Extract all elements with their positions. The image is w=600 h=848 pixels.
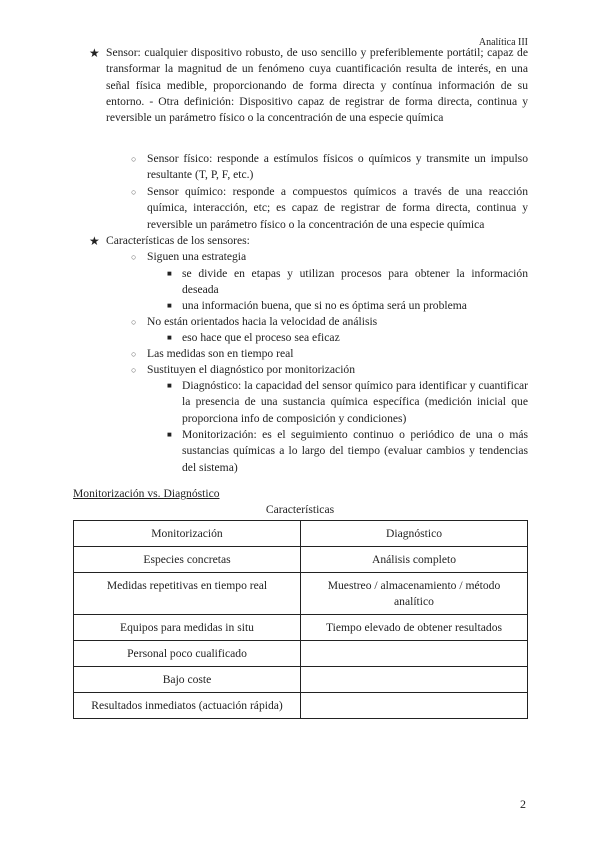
list-item-monitorizacion: Monitorización: es el seguimiento continuo o periódico de una o más sustancias químicas a lo largo del tiempo (evaluar cambios y tendencias del sistema) bbox=[182, 428, 528, 474]
square-bullet-icon: ■ bbox=[167, 381, 172, 390]
table-cell bbox=[301, 667, 528, 693]
square-bullet-icon: ■ bbox=[167, 301, 172, 310]
table-cell: Resultados inmediatos (actuación rápida) bbox=[74, 693, 301, 719]
table-cell: Tiempo elevado de obtener resultados bbox=[301, 615, 528, 641]
list-item-sensor-fisico: Sensor físico: responde a estímulos físicos o químicos y transmite un impulso resultante (T, P, F, etc.) bbox=[147, 152, 528, 182]
star-bullet-icon: ★ bbox=[89, 46, 100, 60]
table-cell: Especies concretas bbox=[74, 547, 301, 573]
comparison-table bbox=[73, 520, 528, 719]
list-item-estrategia: Siguen una estrategia bbox=[147, 250, 247, 263]
table-caption: Características bbox=[265, 503, 335, 516]
list-item-etapas: se divide en etapas y utilizan procesos para obtener la información deseada bbox=[182, 267, 528, 297]
list-item-sustituyen: Sustituyen el diagnóstico por monitorización bbox=[147, 363, 356, 376]
table-header-cell: Diagnóstico bbox=[301, 521, 528, 547]
table-row bbox=[74, 573, 528, 615]
table-cell: Bajo coste bbox=[74, 667, 301, 693]
table-header-row bbox=[74, 521, 528, 547]
square-bullet-icon: ■ bbox=[167, 269, 172, 278]
circle-bullet-icon: ○ bbox=[131, 154, 137, 164]
list-item-informacion: una información buena, que si no es óptima será un problema bbox=[182, 299, 467, 312]
square-bullet-icon: ■ bbox=[167, 333, 172, 342]
table-row bbox=[74, 693, 528, 719]
page-number: 2 bbox=[520, 797, 526, 811]
table-cell: Medidas repetitivas en tiempo real bbox=[74, 573, 301, 615]
table-cell: Muestreo / almacenamiento / método analítico bbox=[301, 573, 528, 615]
table-row bbox=[74, 641, 528, 667]
circle-bullet-icon: ○ bbox=[131, 317, 137, 327]
square-bullet-icon: ■ bbox=[167, 430, 172, 439]
list-item-velocidad: No están orientados hacia la velocidad de análisis bbox=[147, 315, 378, 328]
section-title: Monitorización vs. Diagnóstico bbox=[73, 487, 220, 500]
page-header: Analítica III bbox=[478, 37, 528, 48]
circle-bullet-icon: ○ bbox=[131, 365, 137, 375]
circle-bullet-icon: ○ bbox=[131, 187, 137, 197]
list-item-sensor-quimico: Sensor químico: responde a compuestos químicos a través de una reacción química, interacción, etc; es capaz de registrar de forma directa, continua y reversible un parámetro físico o la concentración de una especie química bbox=[147, 185, 528, 231]
list-item-sensor: Sensor: cualquier dispositivo robusto, de uso sencillo y preferiblemente portátil; capaz de transformar la magnitud de un fenómeno cuya cuantificación resulta de interés, en una señal física medible, proporcionando de forma directa y contínua información de su entorno. - Otra definición: Dispositivo capaz de registrar de forma directa, continua y reversible un parámetro físico o la concentración de una especie química bbox=[106, 46, 528, 125]
table-cell: Personal poco cualificado bbox=[74, 641, 301, 667]
list-item-tiempo-real: Las medidas son en tiempo real bbox=[147, 347, 294, 360]
table-header-cell: Monitorización bbox=[74, 521, 301, 547]
list-item-caracteristicas: Características de los sensores: bbox=[106, 234, 250, 247]
table-row bbox=[74, 547, 528, 573]
table-row bbox=[74, 667, 528, 693]
list-item-eficaz: eso hace que el proceso sea eficaz bbox=[182, 331, 340, 344]
table-cell bbox=[301, 693, 528, 719]
star-bullet-icon: ★ bbox=[89, 234, 100, 248]
circle-bullet-icon: ○ bbox=[131, 252, 137, 262]
table-cell bbox=[301, 641, 528, 667]
table-cell: Análisis completo bbox=[301, 547, 528, 573]
list-item-diagnostico: Diagnóstico: la capacidad del sensor químico para identificar y cuantificar la presencia de una sustancia química específica (medición inicial que proporciona info de composición y condiciones) bbox=[182, 379, 528, 425]
circle-bullet-icon: ○ bbox=[131, 349, 137, 359]
table-row bbox=[74, 615, 528, 641]
table-cell: Equipos para medidas in situ bbox=[74, 615, 301, 641]
